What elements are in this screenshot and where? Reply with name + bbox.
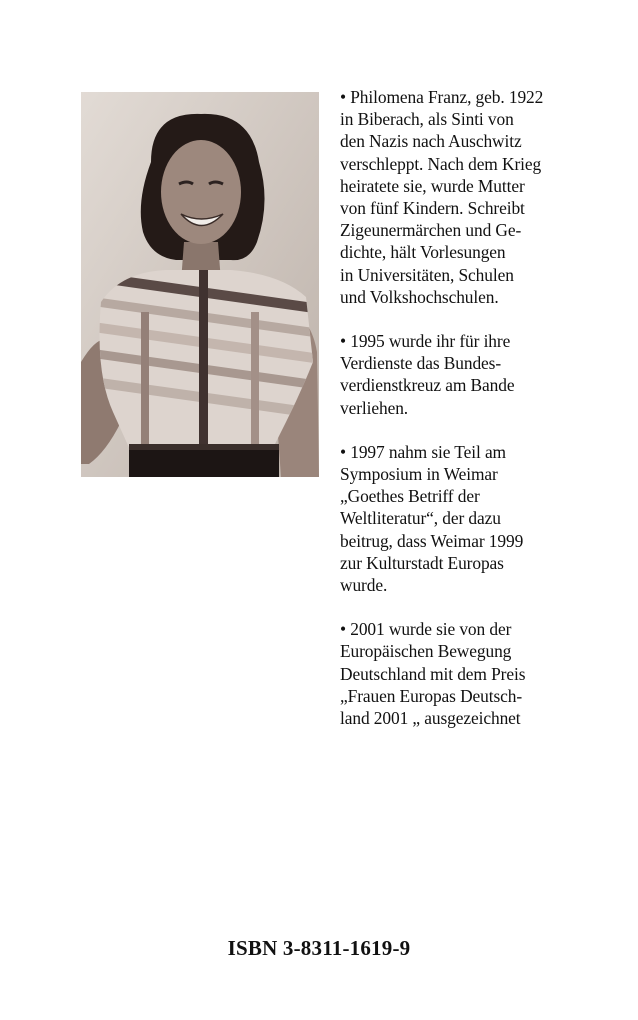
- bio-line: von fünf Kindern. Schreibt: [340, 198, 525, 219]
- biography-text: [340, 86, 580, 751]
- bio-line: Verdienste das Bundes-: [340, 353, 502, 374]
- bio-line: in Biberach, als Sinti von: [340, 109, 514, 130]
- bio-line: verschleppt. Nach dem Krieg: [340, 153, 542, 174]
- author-portrait-photo: [81, 92, 319, 477]
- bio-line: dichte, hält Vorlesungen: [340, 242, 506, 263]
- bio-line: „Frauen Europas Deutsch-: [340, 685, 523, 706]
- bio-line: • 1997 nahm sie Teil am: [340, 441, 506, 462]
- bio-paragraph-4: [340, 618, 580, 729]
- bio-line: • 1995 wurde ihr für ihre: [340, 331, 511, 352]
- bio-line: Europäischen Bewegung: [340, 641, 512, 662]
- bio-line: und Volkshochschulen.: [340, 286, 499, 307]
- bio-paragraph-2: [340, 330, 580, 419]
- bio-line: heiratete sie, wurde Mutter: [340, 175, 525, 196]
- bio-line: Symposium in Weimar: [340, 464, 498, 485]
- isbn-number: ISBN 3-8311-1619-9: [227, 936, 411, 960]
- bio-line: beitrug, dass Weimar 1999: [340, 530, 524, 551]
- bio-line: Zigeunermärchen und Ge-: [340, 220, 522, 241]
- bio-line: „Goethes Betriff der: [340, 486, 480, 507]
- bio-paragraph-1: [340, 86, 580, 308]
- bio-line: verliehen.: [340, 397, 409, 418]
- bio-line: • Philomena Franz, geb. 1922: [340, 87, 544, 107]
- bio-line: verdienstkreuz am Bande: [340, 375, 515, 396]
- bio-paragraph-3: [340, 441, 580, 596]
- bio-line: wurde.: [340, 575, 388, 596]
- bio-line: land 2001 „ ausgezeichnet: [340, 708, 521, 729]
- bio-line: zur Kulturstadt Europas: [340, 552, 504, 573]
- bio-line: den Nazis nach Auschwitz: [340, 131, 522, 152]
- bio-line: Weltliteratur“, der dazu: [340, 508, 501, 529]
- portrait-illustration: [81, 92, 319, 477]
- bio-line: • 2001 wurde sie von der: [340, 619, 512, 640]
- bio-line: Deutschland mit dem Preis: [340, 663, 526, 684]
- bio-line: in Universitäten, Schulen: [340, 264, 514, 285]
